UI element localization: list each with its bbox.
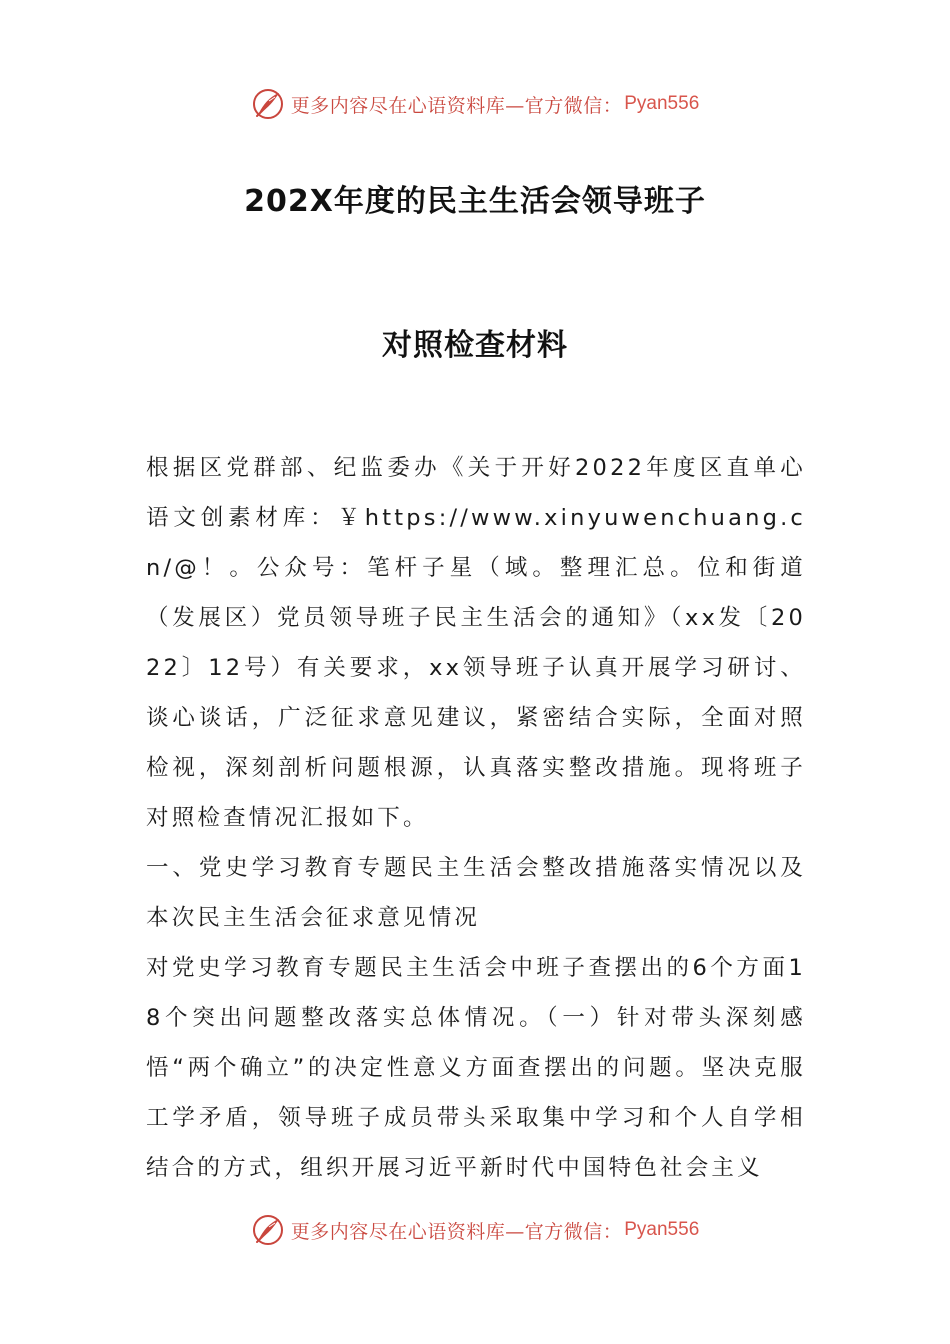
banner-text: 更多内容尽在心语资料库—官方微信： <box>290 94 623 117</box>
footer-watermark-banner <box>0 1210 950 1250</box>
feather-quill-logo-icon <box>251 87 285 121</box>
banner-wechat-handle: Pyan556 <box>624 93 700 114</box>
document-title-line-1: 202X年度的民主生活会领导班子 <box>244 184 706 219</box>
header-watermark-banner <box>0 84 950 124</box>
body-paragraph: 根据区党群部、纪监委办《关于开好2022年度区直单心语文创素材库：￥https://www.xinyuwenchuang.cn/@！。公众号：笔杆子星（域。整理汇总。位和街道（发展区）党员领导班子民主生活会的通知》（xx发〔2022〕12号）有关要求，xx领导班子认真开展学习研讨、谈心谈话，广泛征求意见建议，紧密结合实际，全面对照检视，深刻剖析问题根源，认真落实整改措施。现将班子对照检查情况汇报如下。 <box>146 455 806 831</box>
section-heading: 一、党史学习教育专题民主生活会整改措施落实情况以及本次民主生活会征求意见情况 <box>146 855 806 931</box>
document-body <box>146 443 806 1193</box>
body-paragraph: 对党史学习教育专题民主生活会中班子查摆出的6个方面18个突出问题整改落实总体情况。（一）针对带头深刻感悟“两个确立”的决定性意义方面查摆出的问题。坚决克服工学矛盾，领导班子成员带头采取集中学习和个人自学相结合的方式，组织开展习近平新时代中国特色社会主义 <box>146 955 806 1181</box>
banner-text: 更多内容尽在心语资料库—官方微信： <box>290 1220 623 1243</box>
banner-wechat-handle: Pyan556 <box>624 1219 700 1240</box>
feather-quill-logo-icon <box>251 1213 285 1247</box>
document-title-line-2: 对照检查材料 <box>382 328 568 363</box>
